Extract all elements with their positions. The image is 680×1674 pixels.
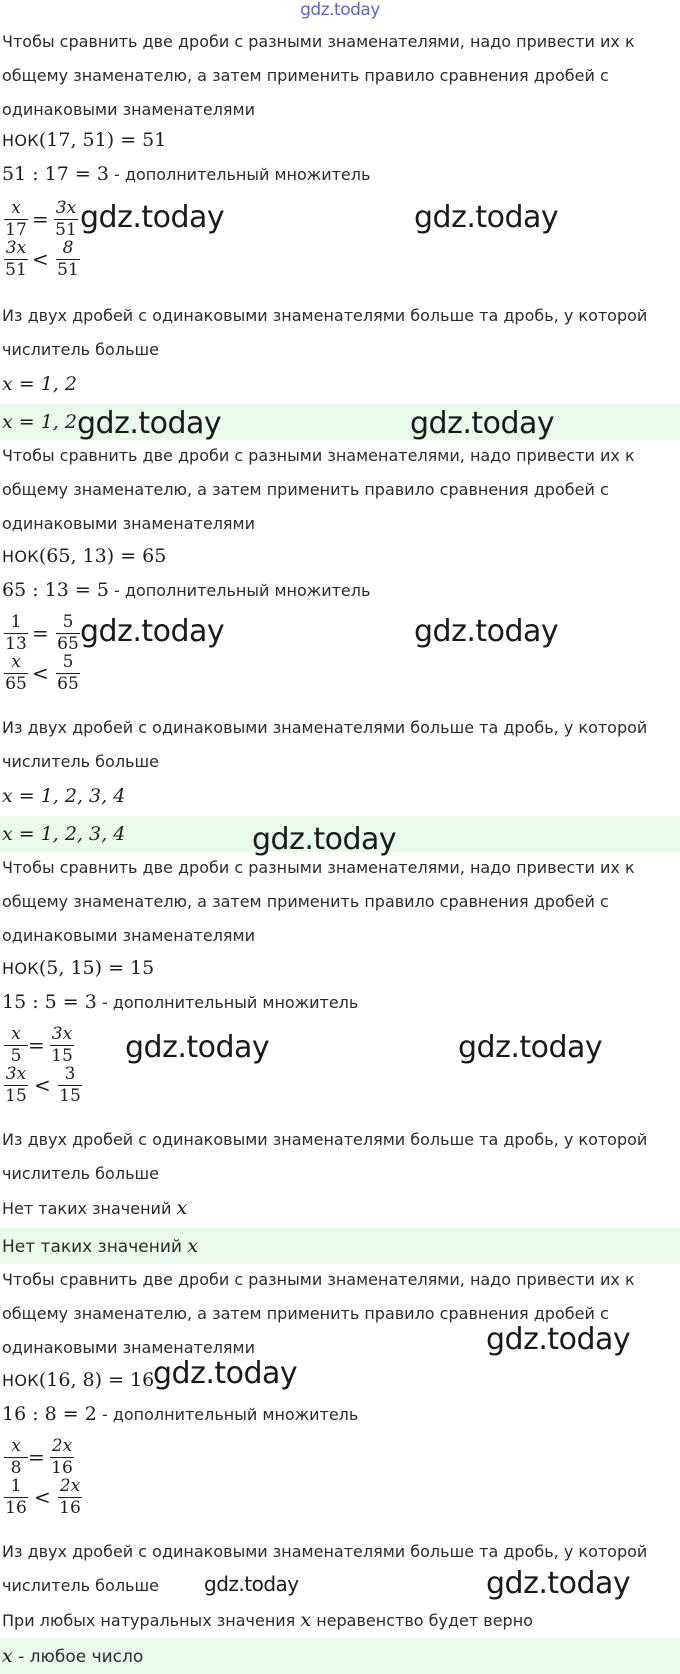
fraction: 1 13 [5, 612, 27, 654]
watermark: gdz.today [125, 1030, 270, 1065]
nok-args: (16, 8) = 16 [38, 1369, 155, 1391]
fraction: 2x 16 [59, 1476, 81, 1518]
multiplier-line [2, 992, 358, 1013]
intro-line-1: Чтобы сравнить две дроби с разными знаменателями, надо привести их к [2, 32, 635, 51]
fraction: 3 15 [59, 1064, 81, 1106]
equals-sign: = [28, 1033, 45, 1057]
fraction-inequality [2, 1064, 102, 1108]
fraction: x 5 [2, 1024, 30, 1068]
intro-line-1: Чтобы сравнить две дроби с разными знаменателями, надо привести их к [2, 446, 635, 465]
fraction: 3x 15 [51, 1024, 73, 1066]
intro-line-2: общему знаменателю, а затем применить правило сравнения дробей с [2, 892, 609, 911]
multiplier-note: - дополнительный множитель [101, 993, 359, 1012]
nok-line [2, 958, 154, 979]
fraction: x 8 [2, 1436, 30, 1480]
rule-line-1: Из двух дробей с одинаковыми знаменателями больше та дробь, у которой [2, 1542, 648, 1561]
multiplier-note: - дополнительный множитель [114, 581, 371, 600]
nok-label: НОК [2, 1371, 39, 1390]
fraction: 3x 51 [55, 198, 77, 240]
equals-sign: = [32, 207, 49, 231]
less-than-sign: < [32, 247, 49, 271]
nok-line [2, 1370, 154, 1391]
fraction-inequality [2, 238, 102, 282]
fraction: 3x 15 [5, 1064, 27, 1106]
site-logo[interactable]: gdz.today [300, 0, 380, 20]
less-than-sign: < [34, 1073, 51, 1097]
answer-text: x = 1, 2 [2, 411, 77, 433]
fraction: x 65 [5, 652, 27, 694]
fraction-inequality [2, 1476, 102, 1520]
nok-args: (17, 51) = 51 [38, 129, 167, 151]
multiplier-note: - дополнительный множитель [101, 1405, 359, 1424]
watermark: gdz.today [414, 200, 559, 235]
fraction: 3x 51 [5, 238, 27, 280]
answer-text: x - любое число [2, 1645, 144, 1667]
division: 65 : 13 = 5 [2, 579, 109, 601]
multiplier-note: - дополнительный множитель [114, 165, 371, 184]
intro-line-2: общему знаменателю, а затем применить правило сравнения дробей с [2, 480, 609, 499]
fraction: 2x 16 [51, 1436, 73, 1478]
intro-line-3: одинаковыми знаменателями [2, 514, 256, 533]
watermark: gdz.today [80, 200, 225, 235]
result-line: x = 1, 2 [2, 373, 77, 395]
fraction: 5 65 [57, 652, 79, 694]
watermark: gdz.today [80, 614, 225, 649]
answer-text: Нет таких значений x [2, 1235, 199, 1257]
watermark: gdz.today [153, 1356, 298, 1391]
intro-line-1: Чтобы сравнить две дроби с разными знаменателями, надо привести их к [2, 1270, 635, 1289]
result-line: Нет таких значений x [2, 1197, 188, 1219]
watermark: gdz.today [414, 614, 559, 649]
answer-box [0, 1228, 680, 1264]
division: 15 : 5 = 3 [2, 991, 97, 1013]
watermark: gdz.today [252, 822, 397, 857]
fraction: 5 65 [57, 612, 79, 654]
nok-line [2, 546, 166, 567]
rule-line-2: числитель больше [2, 1576, 159, 1595]
division: 16 : 8 = 2 [2, 1403, 97, 1425]
multiplier-line [2, 164, 370, 185]
multiplier-line [2, 580, 370, 601]
multiplier-line [2, 1404, 358, 1425]
result-line: x = 1, 2, 3, 4 [2, 785, 126, 807]
nok-label: НОК [2, 131, 39, 150]
fraction-equation [2, 1436, 102, 1480]
watermark: gdz.today [204, 1572, 299, 1596]
equals-sign: = [32, 621, 49, 645]
watermark: gdz.today [486, 1566, 631, 1601]
nok-label: НОК [2, 547, 39, 566]
less-than-sign: < [34, 1485, 51, 1509]
result-line: При любых натуральных значения x неравенство будет верно [2, 1609, 533, 1631]
equals-sign: = [28, 1445, 45, 1469]
rule-line-1: Из двух дробей с одинаковыми знаменателями больше та дробь, у которой [2, 718, 648, 737]
fraction: x 17 [5, 198, 27, 240]
division: 51 : 17 = 3 [2, 163, 109, 185]
rule-line-1: Из двух дробей с одинаковыми знаменателями больше та дробь, у которой [2, 306, 648, 325]
nok-args: (5, 15) = 15 [38, 957, 155, 979]
fraction: 1 16 [5, 1476, 27, 1518]
fraction-inequality [2, 652, 102, 696]
watermark: gdz.today [458, 1030, 603, 1065]
watermark: gdz.today [486, 1322, 631, 1357]
answer-text: x = 1, 2, 3, 4 [2, 823, 126, 845]
intro-line-3: одинаковыми знаменателями [2, 926, 256, 945]
nok-label: НОК [2, 959, 39, 978]
intro-line-2: общему знаменателю, а затем применить правило сравнения дробей с [2, 1304, 609, 1323]
rule-line-2: числитель больше [2, 340, 159, 359]
intro-line-2: общему знаменателю, а затем применить правило сравнения дробей с [2, 66, 609, 85]
intro-line-3: одинаковыми знаменателями [2, 100, 256, 119]
intro-line-3: одинаковыми знаменателями [2, 1338, 256, 1357]
answer-box [0, 1638, 680, 1674]
less-than-sign: < [32, 661, 49, 685]
fraction-equation [2, 1024, 102, 1068]
watermark: gdz.today [410, 406, 555, 441]
nok-args: (65, 13) = 65 [38, 545, 167, 567]
rule-line-1: Из двух дробей с одинаковыми знаменателями больше та дробь, у которой [2, 1130, 648, 1149]
watermark: gdz.today [77, 406, 222, 441]
nok-line [2, 130, 166, 151]
fraction: 8 51 [57, 238, 79, 280]
rule-line-2: числитель больше [2, 752, 159, 771]
intro-line-1: Чтобы сравнить две дроби с разными знаменателями, надо привести их к [2, 858, 635, 877]
rule-line-2: числитель больше [2, 1164, 159, 1183]
